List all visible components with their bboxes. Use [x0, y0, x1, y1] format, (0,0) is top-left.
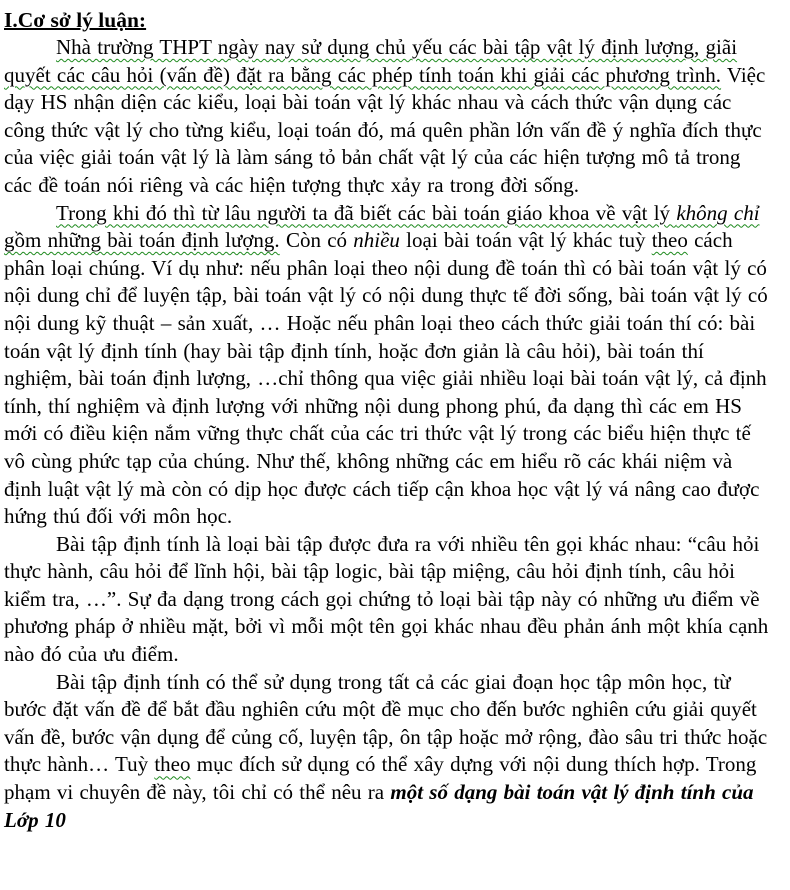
text-run-grammar-flagged: theo [651, 228, 688, 253]
paragraph-2 [4, 200, 772, 531]
text-run-grammar-flagged: theo [154, 752, 191, 777]
section-heading [4, 6, 772, 34]
text-run-grammar-flagged: gồm những bài toán định lượng. [4, 228, 280, 253]
paragraph-4 [4, 669, 772, 835]
paragraph-3 [4, 531, 772, 669]
text-run: Việc dạy HS nhận diện các kiểu, loại bài toán vật lý khác nhau và cách thức vận dụng các công thức vật lý cho từng kiểu, loại toán đó, má quên phần lớn vấn đề ý nghĩa đích thực của việc giải toán vật lý là làm sáng tỏ bản chất vật lý của các hiện tượng mô tả trong các đề toán nói riêng và các hiện tượng thực xảy ra trong đời sống. [4, 62, 766, 197]
text-run: cách phân loại chúng. Ví dụ như: nếu phân loại theo nội dung đề toán thì có bài toán vật lý có nội dung chỉ để luyện tập, bài toán vật lý có nội dung thực tế đời sống, bài toán vật lý có nội dung kỹ thuật – sản xuất, … Hoặc nếu phân loại theo cách thức giải toán thí có: bài toán vật lý định tính (hay bài tập định tính, hoặc đơn giản là câu hỏi), bài toán thí nghiệm, bài toán định lượng, …chỉ thông qua việc giải nhiều loại bài toán vật lý, cả định tính, thí nghiệm và định lượng với những nội dung phong phú, đa dạng thì các em HS mới có điều kiện nắm vững thực chất của các tri thức vật lý trong các biểu hiện thực tế vô cùng phức tạp của chúng. Như thế, không những các em hiểu rõ các khái niệm và định luật vật lý mà còn có dịp học được cách tiếp cận khoa học vật lý vá nâng cao được hứng thú đối với môn học. [4, 228, 768, 529]
text-run-grammar-flagged: Trong khi đó thì từ lâu người ta đã biết các bài toán giáo khoa về vật lý [56, 200, 677, 225]
text-run-bold-italic: một số dạng bài toán vật lý định tính của Lớp 10 [4, 780, 754, 832]
paragraph-1 [4, 34, 772, 200]
text-run: Bài tập định tính có thể sử dụng trong tất cả các giai đoạn học tập môn học, từ bước đặt vấn đề để bắt đầu nghiên cứu một đề mục cho đến bước nghiên cứu giải quyết vấn đề, bước vận dụng để củng cố, luyện tập, ôn tập hoặc mở rộng, đào sâu tri thức hoặc thực hành… Tuỳ [4, 669, 768, 777]
text-run-italic-grammar-flagged: không chỉ [676, 200, 760, 225]
text-run: mục đích sử dụng có thể xây dựng với nội dung thích hợp. Trong phạm vi chuyên đề này, tôi chỉ có thể nêu ra [4, 752, 757, 805]
text-run-grammar-flagged: Nhà trường THPT ngày nay sử dụng chủ yếu các bài tập vật lý định lượng, giãi quyết các câu hỏi (vấn đề) đặt ra bằng các phép tính toán khi giải các phương trình. [4, 35, 738, 87]
text-run-italic: nhiều [353, 228, 400, 253]
text-run: Còn có [279, 228, 354, 253]
text-run: loại bài toán vật lý khác tuỳ [399, 228, 652, 253]
text-run: Bài tập định tính là loại bài tập được đưa ra với nhiều tên gọi khác nhau: “câu hỏi thực hành, câu hỏi để lĩnh hội, bài tập logic, bài tập miệng, câu hỏi định tính, câu hỏi kiểm tra, …”. Sự đa dạng trong cách gọi chứng tỏ loại bài tập này có những ưu điểm về phương pháp ở nhiều mặt, bởi vì mỗi một tên gọi khác nhau đều phản ánh một khía cạnh nào đó của ưu điểm. [4, 531, 769, 667]
section-heading-text: I.Cơ sở lý luận: [4, 8, 147, 32]
